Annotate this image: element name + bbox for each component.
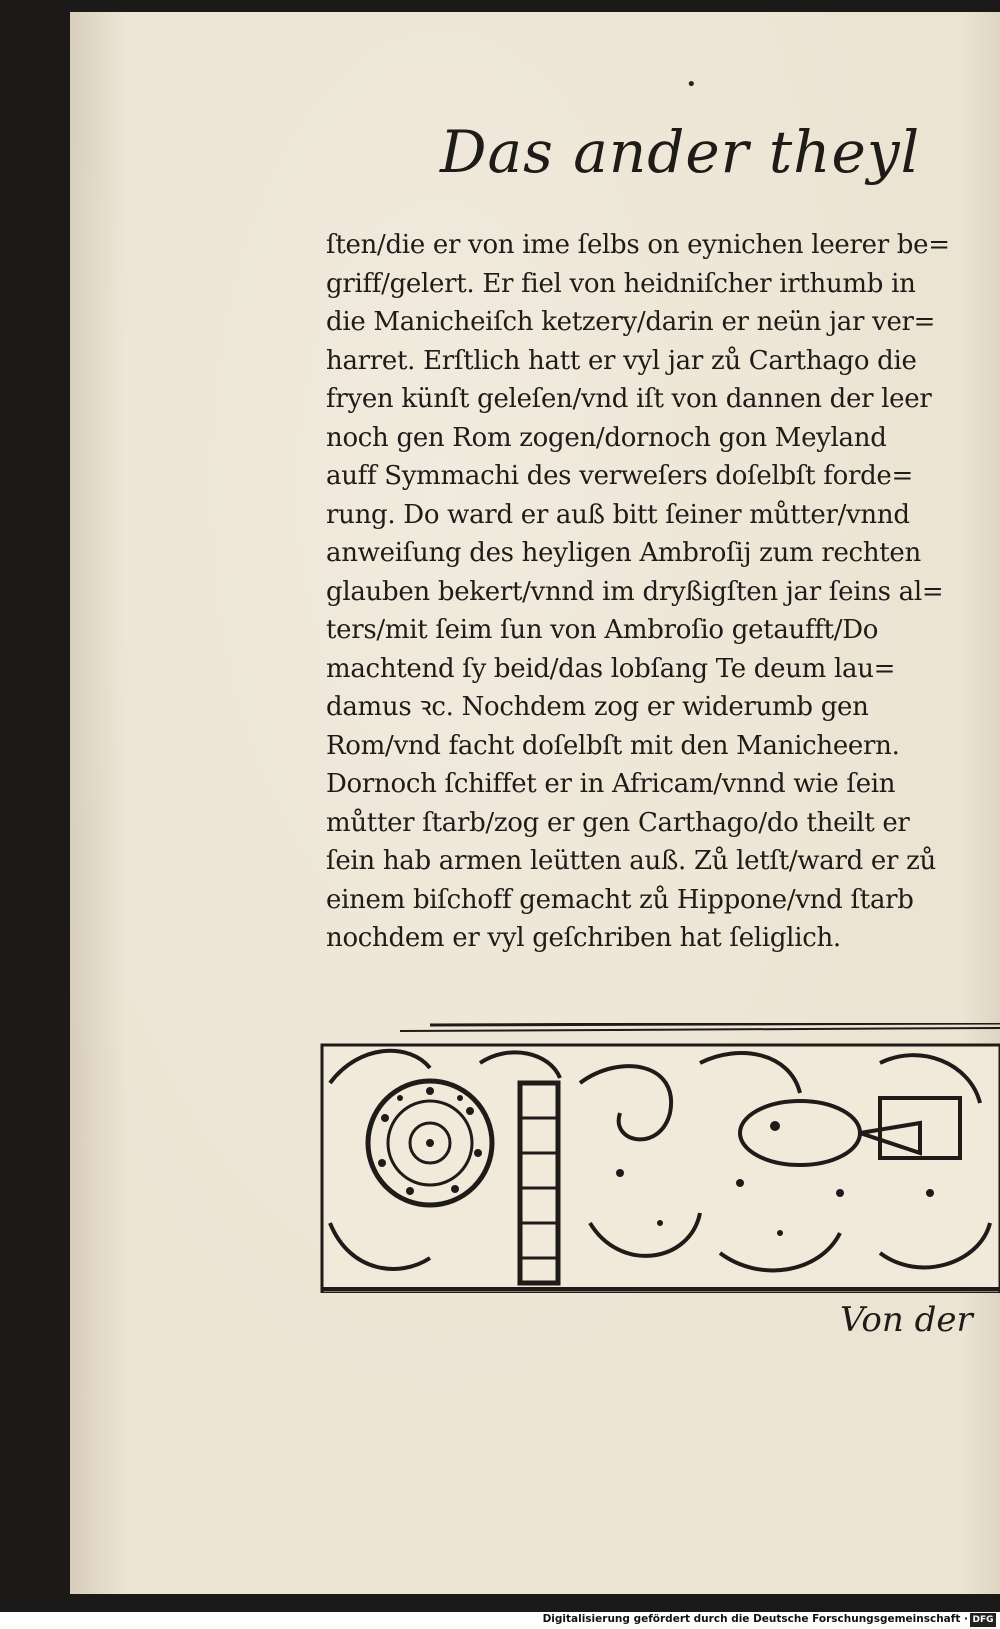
catchword: Von der	[840, 1300, 973, 1340]
dfg-logo: DFG	[970, 1613, 996, 1627]
funding-credit: Digitalisierung gefördert durch die Deutsche Forschungsgemeinschaft ·	[542, 1613, 968, 1625]
text-line: die Manicheiſch ketzery/darin er neün jar ver=	[326, 307, 936, 337]
text-line: ſein hab armen leütten auß. Zů letſt/ward er zů	[326, 846, 936, 876]
text-line: ters/mit ſeim ſun von Ambroſio getaufft/Do	[326, 615, 879, 645]
text-line: machtend ſy beid/das lobſang Te deum lau=	[326, 653, 896, 684]
text-line: harret. Erſtlich hatt er vyl jar zů Carthago die	[326, 345, 917, 376]
text-line: noch gen Rom zogen/dornoch gon Meyland	[326, 422, 887, 453]
text-line: Rom/vnd facht doſelbſt mit den Manicheern.	[326, 730, 900, 761]
text-line: auff Symmachi des verweſers doſelbſt forde=	[326, 461, 914, 491]
woodcut-ornament	[320, 1023, 1000, 1293]
text-line: anweiſung des heyligen Ambroſij zum rechten	[326, 538, 921, 568]
text-line: ſten/die er von ime ſelbs on eynichen leerer be=	[326, 230, 950, 260]
text-line: damus ꝛc. Nochdem zog er widerumb gen	[326, 692, 869, 722]
text-line: můtter ſtarb/zog er gen Carthago/do theilt er	[326, 807, 910, 838]
page-mark: •	[686, 74, 697, 95]
running-head: Das ander theyl	[440, 118, 921, 186]
text-line: glauben bekert/vnnd im dryßigſten jar ſeins al=	[326, 576, 944, 607]
text-line: griff/gelert. Er fiel von heidniſcher irthumb in	[326, 268, 916, 299]
body-text	[326, 226, 966, 958]
text-line: einem biſchoff gemacht zů Hippone/vnd ſtarb	[326, 884, 914, 915]
text-line: nochdem er vyl geſchriben hat ſeliglich.	[326, 923, 841, 953]
text-line: Dornoch ſchiffet er in Africam/vnnd wie ſein	[326, 769, 896, 799]
text-line: rung. Do ward er auß bitt ſeiner můtter/vnnd	[326, 499, 910, 530]
text-line: fryen künſt geleſen/vnd iſt von dannen der leer	[326, 384, 932, 414]
